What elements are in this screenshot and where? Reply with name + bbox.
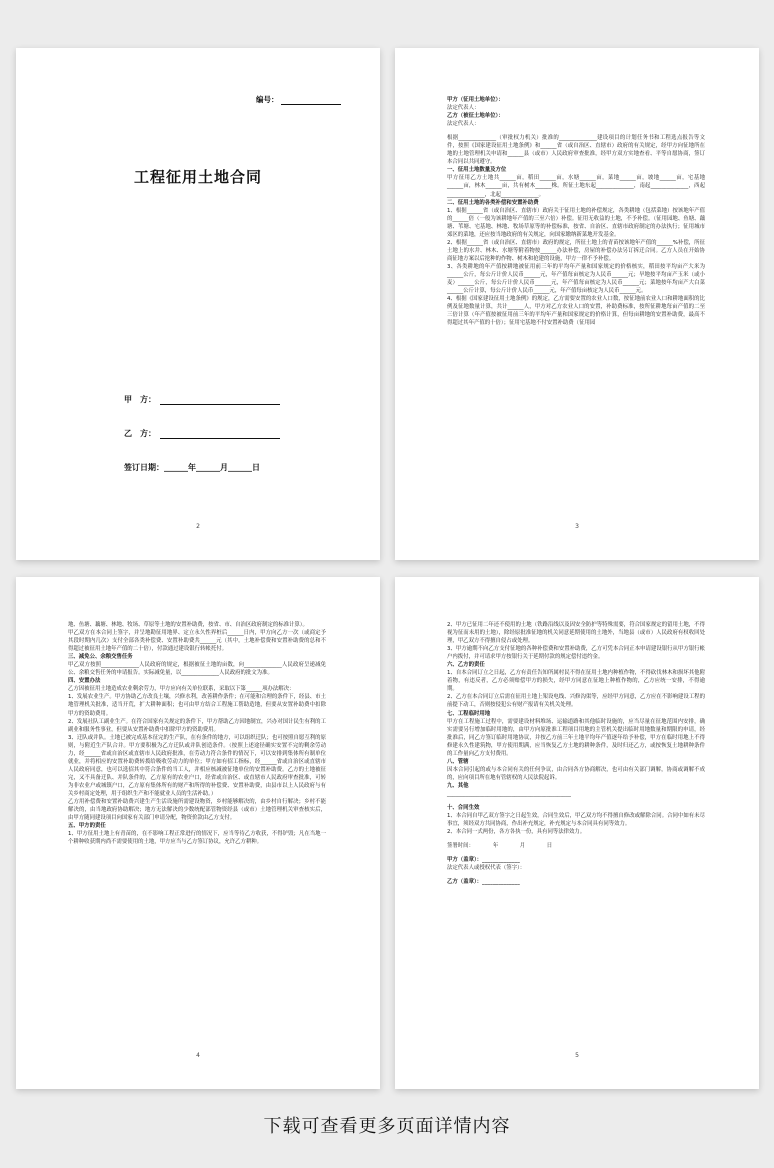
- section-heading: 七、工程临时用地: [447, 710, 491, 717]
- contract-number: [256, 94, 341, 105]
- section-heading: 甲方（盖章）：______________: [447, 857, 520, 864]
- paragraph: 甲乙双方按照______________人民政府的规定，根据被征土地的亩数，向______________人民政府呈递减免公、余粮交售任务的申请报告。实际减免量，以______________人民政府的批文为准。: [68, 662, 326, 677]
- section-heading: 十、合同生效: [447, 805, 480, 812]
- paragraph: 法定代表人：: [447, 105, 480, 112]
- section-heading: 八、管辖: [447, 758, 469, 765]
- paragraph: 法定代表人：: [447, 121, 480, 128]
- section-heading: 五、甲方的责任: [68, 823, 106, 830]
- party-b-label: 乙 方：: [124, 429, 156, 438]
- paragraph: 1、根据______省（或自治区、直辖市）政府关于征用土地的补偿规定，各类耕地（包括菜地）按该地年产值的______倍（一般为该耕地年产值的三至六倍）补偿。征用无收益的土地，不予补偿。（征用园地、鱼塘、藕塘、苇塘、宅基地、林地、牧场草原等的补偿标准，按省、自治区、直辖市政府制定的办法执行；征用城市郊区的菜地，还应按当地政府的有关规定，向国家缴纳新菜地开发基金。: [447, 207, 705, 238]
- paragraph: 2、根据______省（或自治区、直辖市）政府的规定，所征土地上的青苗按该地年产值的______%补偿，所征土地上的水井、林木、水塘等附着物按______办法补偿，房屋的补偿办法另订拆迁合同。乙方人员在开始协商征地方案以后抢种的作物、树木和抢建的设施，甲方一律不予补偿。: [447, 239, 705, 262]
- party-a-line: [124, 394, 280, 405]
- section-heading: 甲方（征用土地单位）：: [447, 97, 504, 103]
- page-body: [447, 621, 705, 886]
- party-b-line: [124, 428, 280, 439]
- document-title: 工程征用土地合同: [133, 168, 262, 186]
- paragraph: ______________________________________________: [447, 790, 571, 797]
- section-heading: 乙方（被征土地单位）：: [447, 113, 504, 120]
- document-page-4: [16, 577, 380, 1089]
- paragraph: 甲方在工程施工过程中，需要建设材料堆场、运输道路和其他临时设施的，应当尽量在征地范围内安排，确实需要另行增加临时用地的，由甲方向原批准工程项目用地的主管机关提出临时用地数量和期限的申请，经批准后，同乙方签订临时用地协议，并按乙方前三年土地平均年产值逐年给予补偿，甲方在临时用地上不得修建永久性建筑物，甲方使用期满，应当恢复乙方土地的耕种条件，及时归还乙方，或按恢复土地耕种条件的工作量向乙方支付费用。: [447, 718, 705, 757]
- paragraph: 1、本合同自甲乙双方签字之日起生效，合同生效后，甲乙双方均不得擅自修改或解除合同。合同中如有未尽事宜，须经双方共同协商，作出补充规定，补充规定与本合同具有同等效力。: [447, 813, 705, 828]
- paragraph: 乙方因被征用土地造成农业剩余劳力，甲方应向有关单位联系，采取以下第______项办法解决：: [68, 686, 295, 693]
- page-number: 3: [575, 523, 579, 530]
- section-heading: 三、减免公、余粮交售任务: [68, 654, 133, 661]
- paragraph: 2、甲方已征用二年还不使用的土地（铁路沿线以及因安全防护等特殊需要，符合国家规定的留用土地，不得视为征而未用的土地），除经原批准征地的机关同意延期使用的土地外，当地县（或市）人民政府有权收回处理，甲乙双方不得擅自侵占或处理。: [447, 622, 705, 645]
- section-heading: 一、征用土地数量及方位: [447, 167, 507, 174]
- party-a-label: 甲 方：: [124, 395, 156, 404]
- section-heading: 六、乙方的责任: [447, 662, 485, 669]
- paragraph: 签署时间： 年 月 日: [447, 843, 553, 850]
- party-a-blank: [160, 404, 280, 405]
- paragraph: 因本合同引起的或与本合同有关的任何争议，由合同各方协商解决，也可由有关部门调解，协商或调解不成的，应向项目所在地有管辖权的人民法院起诉。: [447, 766, 705, 781]
- paragraph: 甲乙双方在本合同上签字，并呈地勘征用地界、定立永久性界桩后______日内，甲方向乙方一次（或商定予其段时期内几次）支付全部各类补偿费、安置补助费共______元（其中，土地补偿费和安置补助费的总和不得超过被征用土地年产值的二十倍），付款通过建设银行转帐托付。: [68, 630, 326, 653]
- page-number: 4: [196, 1052, 200, 1059]
- page-body: [68, 621, 326, 846]
- paragraph: 1、发展农业生产。甲方协助乙方改良土壤，兴修水利，改善耕作条件；在可能和合理的条件下，经县、市土地管理机关批准，适当开荒，扩大耕种面积；也可由甲方结合工程施工帮助造地，但要从安置补助费中扣除甲方的资助费用。: [68, 694, 326, 717]
- contract-number-blank: [281, 104, 341, 105]
- page-number: 2: [196, 523, 200, 530]
- page-number: 5: [575, 1052, 579, 1059]
- paragraph: 1、自本合同订立之日起，乙方有责任告知所属村民不得在征用土地内种植作物，不得砍伐林木和损坏其他附着物，有违反者，乙方必须赔偿甲方的损失，经甲方同意在征地上种植作物的，乙方应统一安排，不得逾期。: [447, 670, 705, 693]
- paragraph: 2、发展社队工副业生产。在符合国家有关规定的条件下，甲方帮助乙方因地制宜，兴办对国计民生有利的工副业和服务性事业，但要从安置补助费中扣除甲方的资助费用。: [68, 718, 326, 733]
- section-heading: 四、安置办法: [68, 678, 101, 685]
- section-heading: 乙方（盖章）：______________: [447, 879, 520, 886]
- paragraph: 4、根据《国家建设征用土地条例》的规定，乙方需要安置的农业人口数，按征地前农业人口和耕地面积的比例及征地数量计算，共计______人，甲方对乙方农业人口的安置，补助费标准，按所征耕地每亩产值的二至三倍计算（年产值按被征用前三年的平均年产量和国家规定的价格计算，但每亩耕地的安置补助费，最高不得超过其年产值的十倍）；征用宅基地不付安置补助费（征用园: [447, 296, 705, 327]
- document-page-5: [395, 577, 759, 1089]
- section-heading: 二、征用土地的各类补偿和安置补助费: [447, 199, 539, 206]
- paragraph: 根据______________（审批权力机关）批准的______________建设项目的计划任务书和工程选点报告等文件，按照《国家建设征用土地条例》和______省（或自治区、直辖市）政府的有关规定，经甲方向征地所在地的土地管理机关申请和______县（或市）人民政府审查批准，经甲方双方实地查看、平等自愿协商，签订本合同以共同遵守。: [447, 135, 705, 166]
- paragraph: 甲方征用乙方土地共______亩，稻田______亩，水塘______亩，菜地______亩，坡地______亩，宅基地______亩，林木______亩，共有树木______株。所征土地东起______________，南起______________，西起______________，北起______________。: [447, 175, 705, 198]
- paragraph: 地、鱼塘、藕塘、林地、牧场、草原等土地的安置补助费，按省、市、自治区政府制定的标准计算）。: [68, 622, 308, 628]
- page-body: [447, 96, 705, 327]
- sign-date: 签订日期：______年______月______日: [124, 463, 260, 472]
- download-more-note[interactable]: 下载可查看更多页面详情内容: [263, 1116, 511, 1137]
- paragraph: 2、本合同一式两份，各方各执一份，具有同等法律效力。: [447, 829, 586, 836]
- contract-number-label: 编号：: [256, 95, 279, 104]
- paragraph: 3、各类耕地的年产值按耕地被征用前三年的平均年产量和国家规定的价格核实，稻田按平均亩产大米为______公斤，每公斤计价人民币______元，年产值每亩核定为人民币______元；旱地按平均亩产玉米（或小麦）______公斤，每公斤计价人民币______元，年产值每亩核定为人民币______元；菜地按年均亩产大白菜______公斤计算，每公斤计价人民币______元，年产值每亩核定为人民币______元。: [447, 263, 705, 295]
- section-heading: 九、其他: [447, 782, 469, 789]
- party-b-blank: [160, 438, 280, 439]
- paragraph: 3、迁队或并队。土地已被完成基本征完的生产队，在有条件的地方，可以组织迁队；也可按照自愿互利的原则，与附近生产队合并。甲方要积极为乙方迁队或并队创造条件。（按照上述途径确实安置不完的剩余劳动力，经______省或自治区或直辖市人民政府批准，在劳动力符合条件的情况下，可以安排到集体所有制单位就业，并将相应的安置补助费转拨给吸收劳动力的单位；甲方如有招工指标，经______省或自治区或直辖市人民政府同意，也可以选招其中符合条件的当工人，并相应核减被征地单位的安置补助费。乙方的土地被征完，又不具备迁队、并队条件的，乙方原有的农业户口，经省或自治区、或直辖市人民政府审查批准，可转为非农业户或城镇户口，乙方原有集体所有的财产和所得的补偿费、安置补助费，由县市以上人民政府与有关乡村商定处理，用于组织生产和不能就业人员的生活补助。）: [68, 734, 326, 797]
- paragraph: 3、甲方逾期不向乙方支付征地的各种补偿费和安置补助费，乙方可凭本合同正本申请建设银行从甲方银行帐户内拨付，并可请求甲方按银行关于延期付款的规定偿付违约金。: [447, 646, 705, 661]
- paragraph: 乙方用补偿费和安置补助费兴建生产生活设施所需建设物资，乡村能够解决的，由乡村自行解决；乡村不能解决的，由当地政府协助解决；地方无法解决的少数统配部管物资经县（或市）土地管理机关审查核实后，由甲方随同建设项目向国家有关部门申请分配，物资价款由乙方支付。: [68, 799, 326, 822]
- document-page-3: [395, 48, 759, 560]
- paragraph: 法定代表人或授权代表（签字）：: [447, 865, 526, 872]
- document-page-cover: [16, 48, 380, 560]
- paragraph: 2、乙方在本合同订立后需在征用土地上架设电线、兴修沟渠等，应经甲方同意，乙方应在不影响建设工程的前提下动工，否则按侵犯公有财产报请有关机关处理。: [447, 694, 705, 709]
- paragraph: 1、甲方征用土地上有青苗的，在不影响工程正常进行的情况下，应当等待乙方收获，不得铲毁；凡在当地一个耕种收获期内尚不需要使用的土地，甲方应当与乙方签订协议，允许乙方耕种。: [68, 831, 326, 846]
